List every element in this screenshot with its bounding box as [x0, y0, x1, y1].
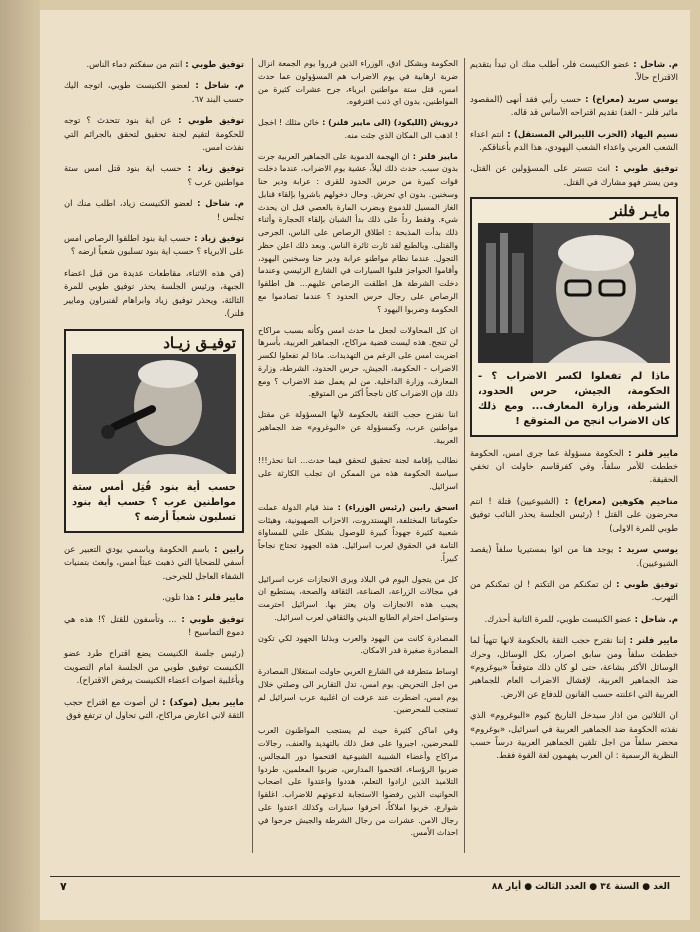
speaker-name: توفيق طوبي :	[610, 163, 678, 174]
paragraph-text: انتم من سفكتم دماء الناس.	[86, 59, 183, 69]
speaker-name: مايير فلنر :	[623, 447, 679, 458]
paragraph-text: خائن مثلك ! اخجل ! اذهب الى المكان الذي جئت منه.	[258, 118, 458, 140]
speaker-name: رابين :	[209, 543, 244, 554]
paragraph	[470, 93, 678, 120]
paragraph	[64, 613, 244, 640]
paragraph-text: اننا نقترح حجب الثقة بالحكومة لأنها المسؤولة عن مقتل مواطنين عرب، وكمسؤولة عن «البوغروم» ضد الجماهير العربية.	[258, 410, 458, 445]
speaker-name: م. شاحل :	[631, 613, 678, 624]
column-middle	[258, 58, 458, 848]
page-footer	[50, 876, 680, 897]
speaker-name: م. شاحل :	[192, 198, 244, 209]
paragraph	[470, 447, 678, 487]
paragraph	[258, 725, 458, 840]
speaker-name: يوسي سريد (معراخ) :	[581, 93, 678, 104]
speaker-name: مايير بعيل (موكد) :	[158, 696, 244, 707]
speaker-name: درويش (الليكود) (الى مايير فلنر) :	[319, 118, 459, 128]
paragraph	[470, 613, 678, 626]
paragraph	[64, 162, 244, 189]
column-left	[64, 58, 244, 730]
speaker-name: م. شاحل :	[629, 59, 679, 69]
paragraph	[258, 325, 458, 402]
speaker-name: نسيم اليهاد (الحزب الليبرالي المستقل) :	[503, 128, 679, 139]
paragraph	[258, 58, 458, 109]
speaker-name: توفيق زياد :	[181, 163, 244, 174]
paragraph	[64, 232, 244, 259]
photo-name: مايـر فلنر	[610, 202, 670, 221]
paragraph	[64, 696, 244, 723]
paragraph-text: لعضو الكنيست طوبي، اتوجه اليك حسب البند ٦٧.	[64, 80, 244, 104]
speaker-name: مايير فلنر :	[625, 635, 678, 646]
portrait-photo	[478, 223, 670, 363]
paragraph-text: نطالب بإقامة لجنة تحقيق لتحقق فيما حدث... اننا نحذر!!! سياسة الحكومة هذه من الممكن ان تجلب الكارثة على اسرائيل.	[258, 456, 458, 491]
paragraph	[470, 709, 678, 763]
paragraph	[258, 409, 458, 447]
paragraph-text: عن اية بنود تتحدث ؟ توجه للحكومة لتقيم لجنة تحقيق لتحقق بالجرائم التي نفذت امس.	[64, 115, 244, 153]
paragraph-text: اوساط متطرفة في الشارع العربي حاولت استغلال المصادرة من اجل التحريض. يوم امس، تدل التقارير الى وصلتي خلال يوم امس، اضطرت عند عرفت ان اغلبية عرب اسرائيل لم تستجب للمحرضين.	[258, 667, 458, 715]
paragraph-text: عضو الكنيست طوبي، للمرة الثانية أحذرك.	[484, 613, 632, 624]
paragraph	[64, 543, 244, 583]
paragraph-text: وفي اماكن كثيرة حيث لم يستجب المواطنون العرب للمحرضين، اجبروا على فعل ذلك بالتهديد والعنف، رجالات مراكاح وأعضاء الشبيبة الشيوعية اقتحموا دور المجالس، ضربوا الرؤساء، اقتحموا المدارس، ضربوا المعلمين، طردوا التلاميذ الذين ارادوا التعلم، هددوا واعتدوا على اصحاب الحوانيت الذين رفضوا الاستجابة لدعوتهم للاضراب. اغلقوا شوارع، خربوا املاكاً، احرقوا سيارات وكذلك اعتدوا على رجال الامن. عشرات من رجال الشرطة والجيش جرحوا في احداث الأمس.	[258, 726, 458, 838]
column-divider	[464, 58, 465, 853]
paragraph-text: انت تتستر على المسؤولين عن القتل، ومن يستر فهو مشارك في القتل.	[470, 163, 678, 187]
paragraph	[64, 591, 244, 604]
paragraph	[258, 117, 458, 143]
paragraph	[258, 502, 458, 566]
speaker-name: م. شاحل :	[189, 80, 244, 91]
speaker-name: توفيق طوبي :	[176, 613, 244, 624]
paragraph	[470, 578, 678, 605]
paragraph-text: (الشيوعيين) قتلة ! انتم محرضون على القتل ! (رئيس الجلسة يحذر النائب توفيق طوبي للمرة الاولى)	[470, 495, 678, 533]
paragraph-text: يوجد هنا من اتوا بمستيريا سلفاً (يقصد الشيوعيين).	[470, 544, 678, 568]
page-binding	[0, 0, 40, 932]
paragraph-text: حسب اية بنود اطلقوا الرصاص امس على الابرياء ؟ حسب اية بنود تسلبون شعباً ارضه ؟	[64, 233, 244, 257]
paragraph-text: كل من يتجول اليوم في البلاد ويرى الانجازات عرب اسرائيل في مجالات الزراعة، الصناعة، الثقافة والصحة، يستطيع ان يجيب هذه الانجازات وان يعتز بها. اسرائيل احترمت وستواصل احترام الطابع الديني والثقافي لعرب اسرائيل.	[258, 574, 458, 622]
issue-line: الغد ● السنة ٣٤ ● العدد الثالث ● أيار ٨٨	[491, 882, 670, 892]
paragraph	[64, 647, 244, 687]
paragraph	[258, 633, 458, 659]
paragraph-text: ان الهجمة الدموية على الجماهير العربية جرت بدون سبب. حدث ذلك ليلاً، عشية يوم الاضراب، عندما دخلت قوات كبيرة من حرس الحدود للقرى : عرابة ودير حنا وسخنين. بدون اي تحرش. وحال دخولهم باشروا بإلقاء قنابل الغاز المسيل للدموع وبضرب المارة بالعصي قبل ان يحدث شيء. وفقط رداً على ذلك بدأ الشبان بإلقاء الحجارة وأثناء ذلك بدأت المذبحة : اطلاق الرصاص على الناس، الجرحى والقتلى. وبالطبع لقد ثارت ثائرة الناس. وبعد ذلك اعلن حظر التجول. عندما نظام مواطنو عرابة ودير حنا وسخنين اليهود، وأقاموا الحواجز قلبوا السيارات في الشارع الرئيسي وعندما دخلت الشرطة هل اطلقت الرصاص عليهم... هل اطلقوا الرصاص على رجال حرس الحدود ؟ عندما تصادموا مع الحكومة وضربوا اليهود ؟	[258, 151, 458, 314]
paragraph	[258, 574, 458, 625]
paragraph-text: لن أصوت مع اقتراح حجب الثقة لاني اعارض مراكاح، التي تحاول ان ترتفع فوق	[64, 696, 244, 720]
paragraph	[470, 634, 678, 701]
paragraph-text: منذ قيام الدولة عملت حكوماتنا المختلفة، الهستدروت، الاحزاب الصهيونية، وهيئات شعبية كثيرة جهوداً كبيرة للوصول بشكل علني للمساواة التامة في الحقوق لعرب اسرائيل. هذه الجهود تحتاج نجاحاً كبيراً.	[258, 502, 458, 563]
paragraph-text: المصادرة كانت من اليهود والعرب وبذلنا الجهود لكي تكون المصادرة صغيرة قدر الامكان.	[258, 633, 458, 656]
paragraph-text: انتم اعداء الشعب العربي واعداء الشعب اليهودي، هذا الدم بأعناقكم.	[470, 128, 678, 153]
speaker-name: توفيق زياد :	[190, 233, 244, 244]
paragraph	[470, 128, 678, 155]
column-right	[470, 58, 678, 771]
paragraph	[258, 666, 458, 717]
paragraph-text: إننا نقترح حجب الثقة بالحكومة لانها تتهيأ لما خططت سلفاً ومن سابق اصرار، بكل الوسائل، وحرك الوسائل الأكثر بشاعة، حتى لو كان ذلك متوقعاً «بيوغروم» ضد الجماهير العربية، لإفشال الاضراب العام للجماهير العربية التي اعلنته حسب القانون للدفاع عن الارض.	[470, 635, 678, 699]
portrait-photo	[72, 354, 236, 474]
paragraph	[64, 79, 244, 106]
speaker-name: مناحيم هكوهين (معراخ) :	[558, 495, 678, 506]
paragraph	[470, 162, 678, 189]
photo-name: توفيـق زيـاد	[163, 333, 236, 352]
photo-box-tawfiq-zayyad	[64, 329, 244, 533]
speaker-name: توفيق طوبي :	[171, 115, 245, 126]
speaker-name: توفيق طوبي :	[611, 578, 679, 589]
paragraph	[64, 267, 244, 321]
speaker-name: اسحق رابين (رئيس الوزراء) :	[333, 502, 459, 512]
paragraph	[258, 151, 458, 317]
paragraph-text: (رئيس جلسة الكنيست يضع اقتراح طرد عضو الكنيست توفيق طوبي من الجلسة امام التصويت وبأغلبية اصوات اعضاء الكنيست يرفض الاقتراح).	[64, 648, 244, 686]
paragraph-text: ان الثلاثين من اذار سيدخل التاريخ كيوم «البوغروم» الذي نفذته الحكومة ضد الجماهير العربية في اسرائيل، «بوغروم» محضر سلفاً من اجل تلقين الجماهير العربية درساً حسب النظرية الرسمية : ان العرب يفهمون لغة القوة فقط.	[470, 710, 678, 761]
paragraph	[470, 543, 678, 570]
paragraph-text: ان كل المحاولات لجعل ما حدث امس وكأنه بسبب مراكاح لن تنجح. هذه ليست قضية مراكاح، الجماهير العربية، بأسرها اضربت امس على الرغم من التهديدات. ماذا لم تفعلوا لكسر الاضراب - الحكومة، الجيش، حرس الحدود، الشرطة، وزارة المعارف، وزارة الداخلية. من لم يعمل ضد الاضراب ؟ ومع ذلك فإن الاضراب كان ناجحاً أكثر من المتوقع.	[258, 325, 458, 399]
speaker-name: مايير فلنر :	[194, 592, 244, 603]
speaker-name: توفيق طوبي :	[182, 59, 244, 69]
paragraph	[470, 58, 678, 85]
paragraph-text: الحكومة مسؤولة عما جرى امس، الحكومة خططت للأمر سلفاً، وفي كفرقاسم حاولت ان تخفي الحقيقة.	[470, 447, 678, 485]
paragraph-text: هذا تلون.	[162, 592, 195, 603]
paragraph	[470, 495, 678, 535]
paragraph	[64, 197, 244, 224]
paragraph-text: باسم الحكومة وباسمي يودي التعبير عن أسفي للضحايا التي ذهبت عبثاً امس، وابعث بتمنيات الشفاء العاجل للجرحى.	[64, 543, 244, 581]
photo-caption: ماذا لم تفعلوا لكسر الاضراب ؟ - الحكومة، الجيش، حرس الحدود، الشرطة، وزارة المعارف... ومع ذلك كان الاضراب انجح من المتوقع !	[478, 370, 670, 427]
paragraph-text: حسب اية بنود قتل امس ستة مواطنين عرب ؟	[64, 163, 244, 187]
paragraph	[258, 455, 458, 493]
photo-box-meir-vilner	[470, 197, 678, 436]
column-divider	[252, 58, 253, 853]
speaker-name: يوسي سريد :	[613, 544, 678, 555]
speaker-name: مايير فلنر :	[409, 151, 458, 161]
paragraph-text: (في هذه الاثناء، مقاطعات عديدة من قبل اعضاء الجبهة، ورئيس الجلسة يحذر توفيق طوبي للمرة الثالثة، ويحذر توفيق زياد وابراهام لفنبراون ومايير فلنر).	[64, 267, 244, 319]
paragraph	[64, 114, 244, 154]
paragraph-text: الحكومة وبشكل ادق، الوزراء الذين قرروا يوم الجمعة انزال ضربة ارهابية في يوم الاضراب هم المسؤولون عما حدث امس، قتل ستة مواطنين ابرياء، جرح عشرات كثيرة من المواطنين، بدون اي ذنب اقترفوه.	[258, 59, 458, 107]
paragraph	[64, 58, 244, 71]
paragraph-text: حسب رأيي فقد أنهى (المقصود مائير فلنر - الغد) تقديم اقتراحه الأساس قد قاله.	[470, 93, 678, 118]
paragraph-text: ... وتأسفون للقتل ؟! هذه هي دموع التماسيح !	[64, 613, 244, 637]
photo-caption: حسب أية بنود قُتِل أمس ستة مواطنين عرب ؟ حسب أية بنود تسلبون شعباً أرضه ؟	[72, 481, 236, 523]
paragraph-text: لعضو الكنيست زياد، اطلب منك ان تجلس !	[64, 198, 244, 222]
paragraph-text: لن تمكنكم من التكتم ! لن تمكنكم من التهرب.	[470, 578, 678, 603]
page-number: ٧	[60, 880, 67, 893]
paragraph-text: عضو الكنيست فلر، أطلب منك ان تبدأ بتقديم الاقتراح حالاً.	[470, 59, 678, 83]
